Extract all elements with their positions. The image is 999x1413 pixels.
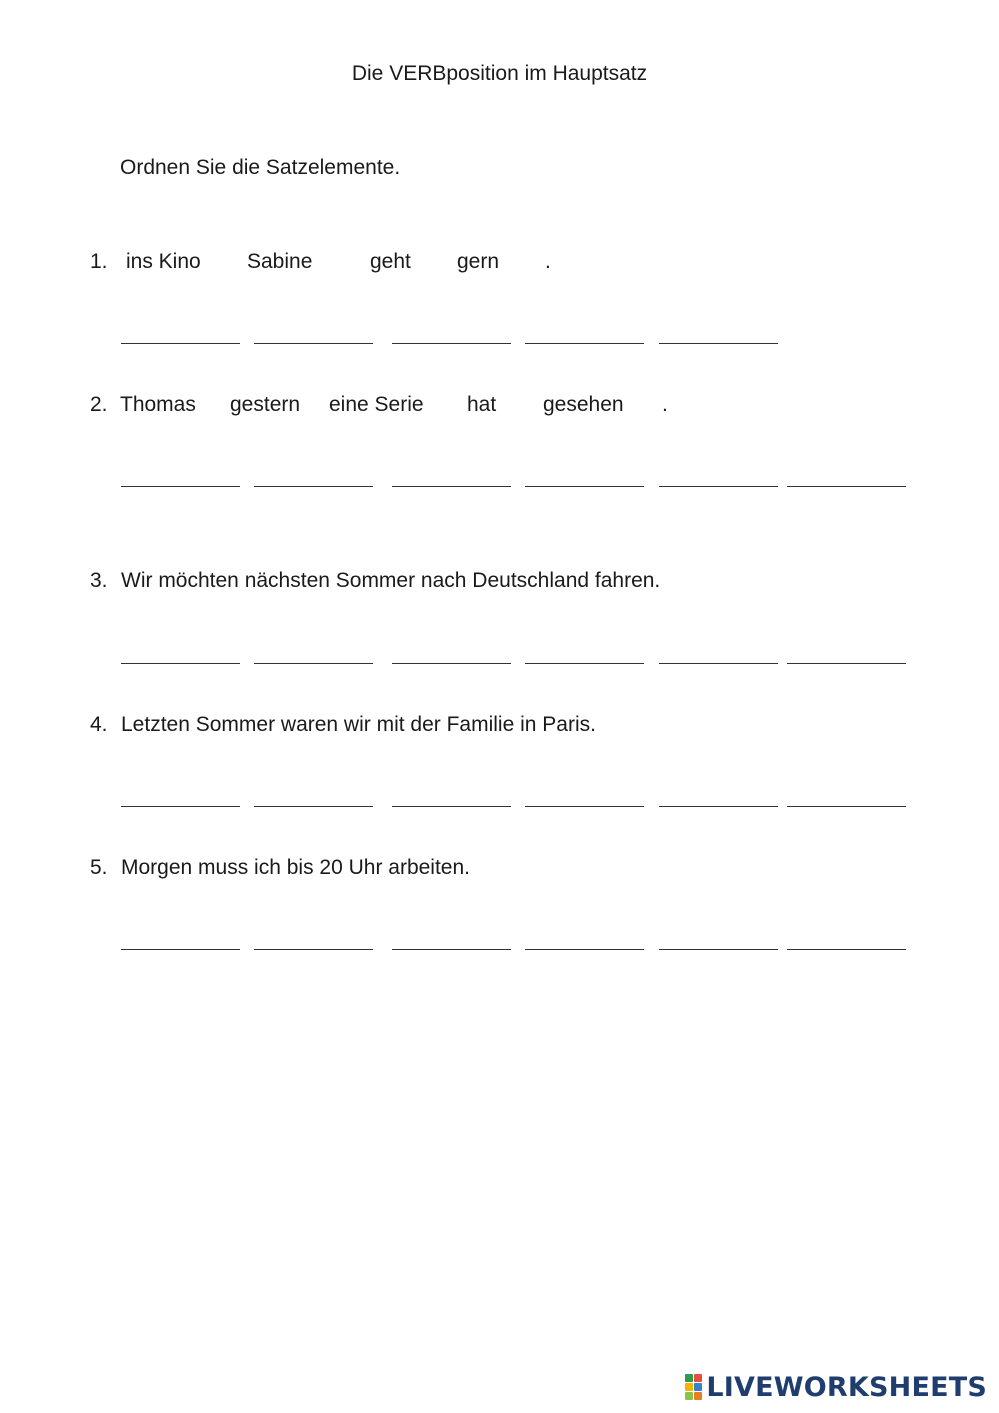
exercise-number: 5.	[90, 856, 108, 879]
answer-blank[interactable]	[121, 663, 240, 664]
exercise-number: 1.	[90, 250, 108, 273]
liveworksheets-logo[interactable]	[685, 1373, 987, 1401]
answer-blank[interactable]	[525, 806, 644, 807]
exercise-number: 4.	[90, 713, 108, 736]
exercise-number: 2.	[90, 393, 108, 416]
word-chip: gesehen	[543, 393, 624, 416]
answer-blank[interactable]	[659, 949, 778, 950]
answer-blank[interactable]	[392, 806, 511, 807]
answer-blank[interactable]	[659, 806, 778, 807]
answer-blank[interactable]	[254, 343, 373, 344]
answer-blank[interactable]	[121, 949, 240, 950]
answer-blank[interactable]	[254, 486, 373, 487]
answer-blank[interactable]	[659, 486, 778, 487]
answer-blank[interactable]	[659, 663, 778, 664]
answer-blank[interactable]	[787, 806, 906, 807]
answer-blank[interactable]	[525, 949, 644, 950]
answer-blank[interactable]	[254, 949, 373, 950]
answer-blank[interactable]	[254, 663, 373, 664]
logo-square	[694, 1383, 702, 1391]
logo-square	[694, 1374, 702, 1382]
word-chip: ins Kino	[126, 250, 201, 273]
answer-blank[interactable]	[525, 486, 644, 487]
word-chip: hat	[467, 393, 497, 416]
word-chip: eine Serie	[329, 393, 424, 416]
worksheet-title: Die VERBposition im Hauptsatz	[351, 62, 648, 85]
logo-grid-icon	[685, 1374, 702, 1400]
answer-blank[interactable]	[121, 486, 240, 487]
answer-blank[interactable]	[787, 486, 906, 487]
exercise-sentence: Letzten Sommer waren wir mit der Familie in Paris.	[121, 713, 596, 736]
logo-square	[685, 1374, 693, 1382]
answer-blank[interactable]	[254, 806, 373, 807]
logo-square	[694, 1392, 702, 1400]
answer-blank[interactable]	[392, 663, 511, 664]
word-chip: Sabine	[247, 250, 313, 273]
exercise-sentence: Morgen muss ich bis 20 Uhr arbeiten.	[121, 856, 470, 879]
answer-blank[interactable]	[121, 343, 240, 344]
answer-blank[interactable]	[392, 343, 511, 344]
exercise-sentence: Wir möchten nächsten Sommer nach Deutschland fahren.	[121, 569, 661, 592]
answer-blank[interactable]	[392, 486, 511, 487]
word-chip: gern	[457, 250, 500, 273]
instruction-text: Ordnen Sie die Satzelemente.	[120, 156, 401, 179]
word-chip: .	[545, 250, 551, 273]
answer-blank[interactable]	[525, 343, 644, 344]
brand-name: LIVEWORKSHEETS	[706, 1371, 987, 1403]
answer-blank[interactable]	[659, 343, 778, 344]
word-chip: gestern	[230, 393, 301, 416]
exercise-number: 3.	[90, 569, 108, 592]
logo-square	[685, 1392, 693, 1400]
word-chip: .	[662, 393, 668, 416]
logo-square	[685, 1383, 693, 1391]
word-chip: Thomas	[120, 393, 196, 416]
answer-blank[interactable]	[121, 806, 240, 807]
answer-blank[interactable]	[787, 949, 906, 950]
word-chip: geht	[370, 250, 411, 273]
answer-blank[interactable]	[787, 663, 906, 664]
answer-blank[interactable]	[392, 949, 511, 950]
answer-blank[interactable]	[525, 663, 644, 664]
